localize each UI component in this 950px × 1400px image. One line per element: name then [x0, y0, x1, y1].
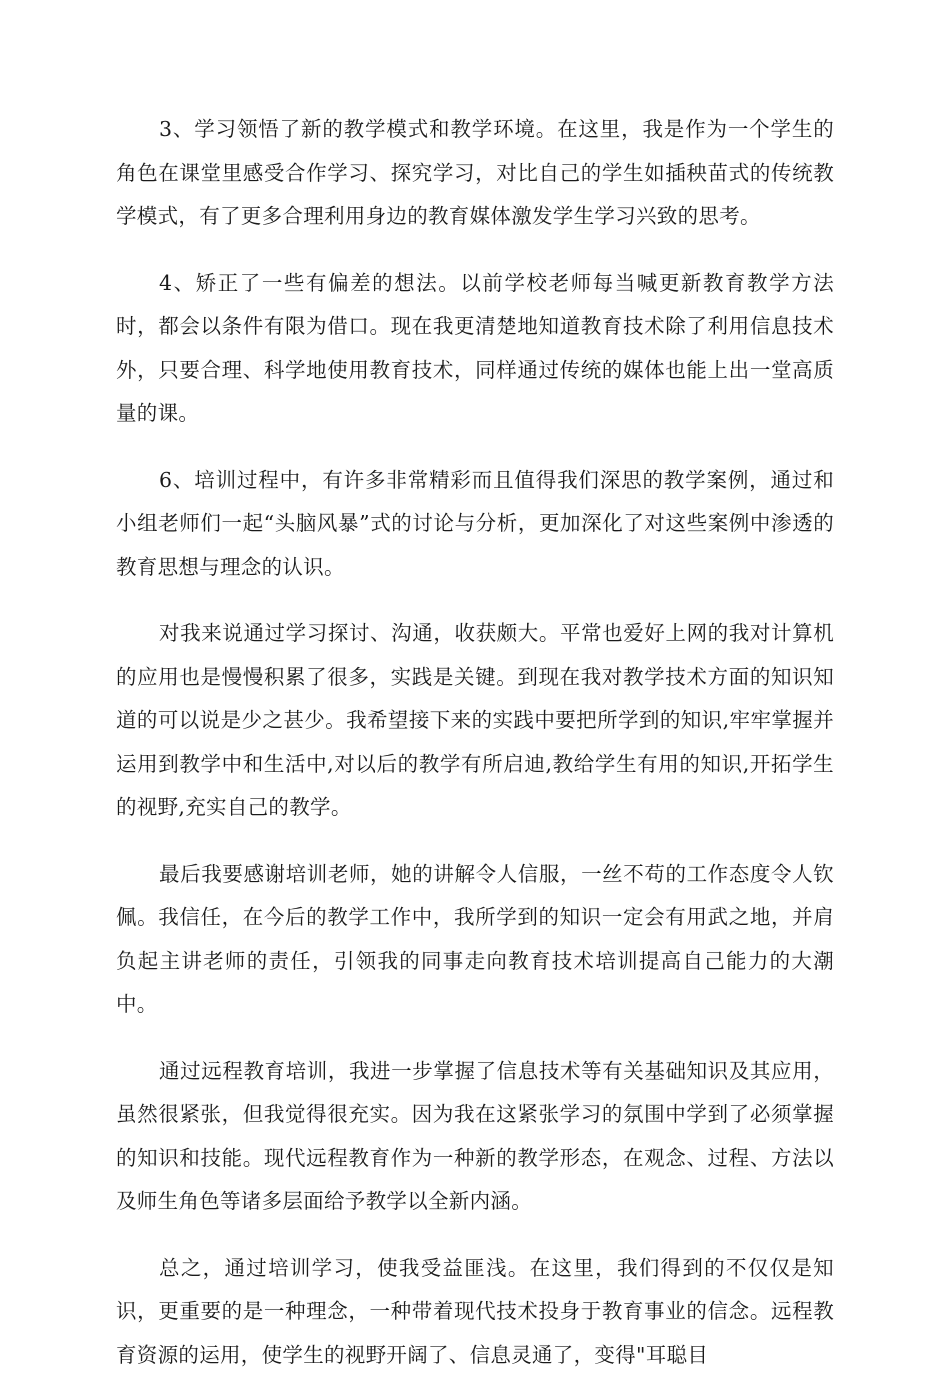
paragraph-thanks: 最后我要感谢培训老师，她的讲解令人信服，一丝不苟的工作态度令人钦佩。我信任，在今后的教学工作中，我所学到的知识一定会有用武之地，并肩负起主讲老师的责任，引领我的同事走向教育技术培训提高自己能力的大潮中。 — [116, 861, 834, 1016]
paragraph-remote-training: 通过远程教育培训，我进一步掌握了信息技术等有关基础知识及其应用，虽然很紧张，但我觉得很充实。因为我在这紧张学习的氛围中学到了必须掌握的知识和技能。现代远程教育作为一种新的教学形态，在观念、过程、方法以及师生角色等诸多层面给予教学以全新内涵。 — [116, 1058, 834, 1213]
document-body — [116, 108, 834, 1400]
paragraph-conclusion: 总之，通过培训学习，使我受益匪浅。在这里，我们得到的不仅仅是知识，更重要的是一种理念，一种带着现代技术投身于教育事业的信念。远程教育资源的运用，使学生的视野开阔了、信息灵通了，变得"耳聪目 — [116, 1255, 834, 1367]
paragraph-item-3: 3、学习领悟了新的教学模式和教学环境。在这里，我是作为一个学生的角色在课堂里感受合作学习、探究学习，对比自己的学生如插秧苗式的传统教学模式，有了更多合理利用身边的教育媒体激发学生学习兴致的思考。 — [116, 117, 834, 228]
paragraph-item-4: 4、矫正了一些有偏差的想法。以前学校老师每当喊更新教育教学方法时，都会以条件有限为借口。现在我更清楚地知道教育技术除了利用信息技术外，只要合理、科学地使用教育技术，同样通过传统的媒体也能上出一堂高质量的课。 — [116, 270, 834, 425]
paragraph-item-6: 6、培训过程中，有许多非常精彩而且值得我们深思的教学案例，通过和小组老师们一起“头脑风暴”式的讨论与分析，更加深化了对这些案例中渗透的教育思想与理念的认识。 — [116, 467, 834, 579]
paragraph-learning-reflection: 对我来说通过学习探讨、沟通，收获颇大。平常也爱好上网的我对计算机的应用也是慢慢积累了很多，实践是关键。到现在我对教学技术方面的知识知道的可以说是少之甚少。我希望接下来的实践中要把所学到的知识,牢牢掌握并运用到教学中和生活中,对以后的教学有所启迪,教给学生有用的知识,开拓学生的视野,充实自己的教学。 — [116, 621, 834, 819]
